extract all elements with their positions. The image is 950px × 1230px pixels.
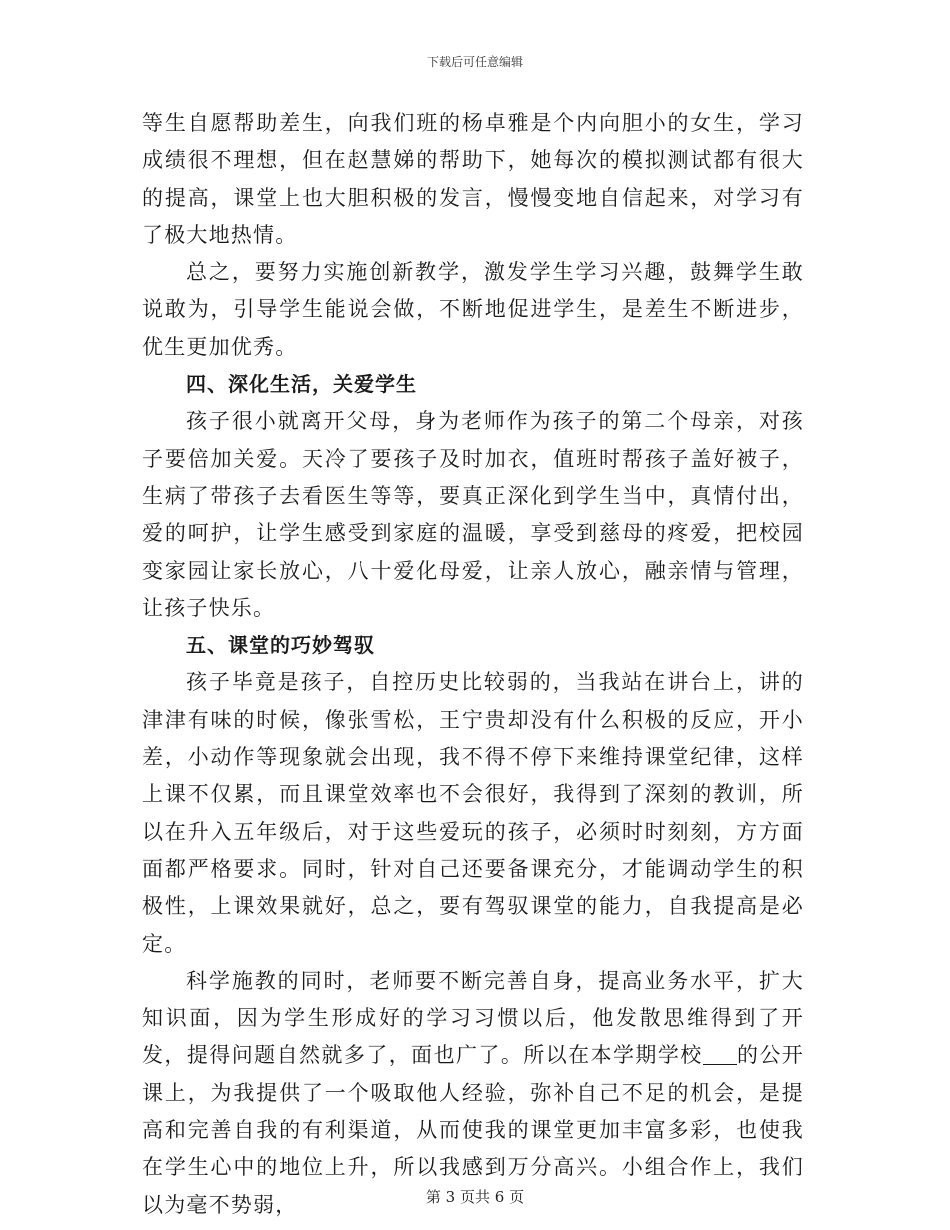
fill-blank <box>703 1046 737 1065</box>
page-footer: 第 3 页共 6 页 <box>425 1188 525 1206</box>
paragraph-2: 总之，要努力实施创新教学，激发学生学习兴趣，鼓舞学生敢说敢为，引导学生能说会做，不断地促进学生，是差生不断进步，优生更加优秀。 <box>142 260 804 359</box>
paragraph-5-text-before: 科学施教的同时，老师要不断完善自身，提高业务水平，扩大知识面，因为学生形成好的学习习惯以后，他发散思维得到了开发，提得问题自然就多了，面也广了。所以在本学期学校 <box>142 968 804 1068</box>
paragraph-5-text-after: 的公开课上，为我提供了一个吸取他人经验，弥补自己不足的机会，是提高和完善自我的有利渠道，从而使我的课堂更加丰富多彩，也使我在学生心中的地位上升，所以我感到万分高兴。小组合作上，我们以为毫不势弱， <box>142 1043 805 1217</box>
paragraph-3: 孩子很小就离开父母，身为老师作为孩子的第二个母亲，对孩子要倍加关爱。天冷了要孩子及时加衣，值班时帮孩子盖好被子，生病了带孩子去看医生等等，要真正深化到学生当中，真情付出，爱的呵护，让学生感受到家庭的温暖，享受到慈母的疼爱，把校园变家园让家长放心，八十爱化母爱，让亲人放心，融亲情与管理，让孩子快乐。 <box>142 409 804 620</box>
section-heading-5: 五、课堂的巧妙驾驭 <box>186 633 375 658</box>
paragraph-4: 孩子毕竟是孩子，自控历史比较弱的，当我站在讲台上，讲的津津有味的时候，像张雪松，王宁贵却没有什么积极的反应，开小差，小动作等现象就会出现，我不得不停下来维持课堂纪律，这样上课不仅累，而且课堂效率也不会很好，我得到了深刻的教训，所以在升入五年级后，对于这些爱玩的孩子，必须时时刻刻，方方面面都严格要求。同时，针对自己还要备课充分，才能调动学生的积极性，上课效果就好，总之，要有驾驭课堂的能力，自我提高是必定。 <box>142 670 804 956</box>
paragraph-1: 等生自愿帮助差生，向我们班的杨卓雅是个内向胆小的女生，学习成绩很不理想，但在赵慧娣的帮助下，她每次的模拟测试都有很大的提高，课堂上也大胆积极的发言，慢慢变地自信起来，对学习有了极大地热情。 <box>142 111 804 247</box>
document-body <box>142 105 804 1224</box>
paragraph-5 <box>142 963 804 1224</box>
page-header: 下载后可任意编辑 <box>426 55 523 69</box>
section-heading-4: 四、深化生活，关爱学生 <box>186 372 417 397</box>
